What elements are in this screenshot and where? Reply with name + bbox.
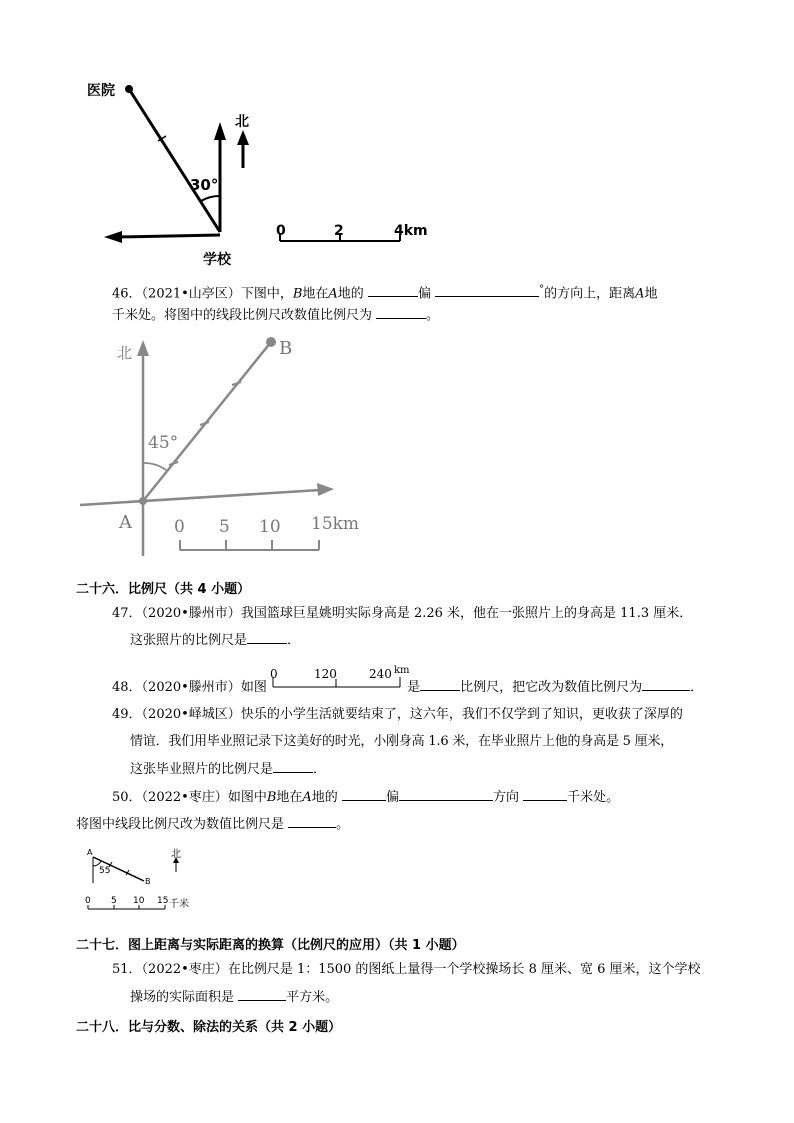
- angle-label-2: 45°: [148, 433, 179, 453]
- scale-tick: 15km: [311, 514, 360, 534]
- point-a-label: A: [119, 512, 132, 533]
- scale-tick-4km: 4km: [394, 223, 428, 239]
- point-b-label: B: [279, 338, 293, 359]
- question-49-line3: 这张毕业照片的比例尺是 ．: [130, 762, 327, 777]
- fig3-north: 北: [171, 849, 181, 860]
- scale-tick-2: 2: [334, 223, 344, 239]
- fig3-scale-tick: 10: [133, 896, 145, 906]
- section-27-heading: 二十七．图上距离与实际距离的换算（比例尺的应用）（共 1 小题）: [76, 938, 465, 953]
- q48-tick-km: km: [394, 665, 410, 676]
- question-49-line2: 情谊．我们用毕业照记录下这美好的时光，小刚身高 1.6 米，在毕业照片上他的身高是 5 厘米，: [130, 734, 674, 749]
- scale-tick: 5: [219, 517, 230, 537]
- question-49-line1: 49．（2020•峄城区）快乐的小学生活就要结束了，这六年，我们不仅学到了知识，更收获了深厚的: [112, 707, 683, 722]
- north-label-2: 北: [117, 344, 133, 362]
- fig3-a-label: A: [87, 848, 93, 857]
- fig3-unit: 千米: [169, 899, 189, 910]
- question-47-line2: 这张照片的比例尺是 ．: [130, 633, 301, 648]
- hospital-label: 医院: [87, 83, 115, 99]
- question-51-line2: 操场的实际面积是 平方米。: [130, 990, 339, 1005]
- school-label: 学校: [203, 252, 231, 268]
- section-26-heading: 二十六．比例尺（共 4 小题）: [76, 582, 251, 597]
- question-51-line1: 51．（2022•枣庄）在比例尺是 1：1500 的图纸上量得一个学校操场长 8 厘米、宽 6 厘米，这个学校: [112, 962, 701, 977]
- question-46-line2: 千米处。将图中的线段比例尺改数值比例尺为 。: [112, 308, 440, 323]
- fig3-scale-tick: 15: [157, 896, 169, 906]
- q48-tick-120: 120: [314, 667, 337, 681]
- fig3-b-label: B: [145, 877, 151, 886]
- q48-tick-0: 0: [270, 667, 278, 681]
- scale-tick: 0: [174, 517, 185, 537]
- answer-blank[interactable]: [238, 988, 286, 1001]
- section-28-heading: 二十八．比与分数、除法的关系（共 2 小题）: [76, 1020, 342, 1035]
- question-48: 48．（2020•滕州市）如图 是 比例尺，把它改为数值比例尺为 ．: [112, 680, 704, 695]
- scale-tick: 10: [259, 517, 281, 537]
- question-47-line1: 47．（2020•滕州市）我国篮球巨星姚明实际身高是 2.26 米，他在一张照片上的身高是 11.3 厘米．: [112, 606, 693, 621]
- q48-tick-240: 240: [369, 667, 392, 681]
- fig3-scale-tick: 0: [85, 896, 91, 906]
- angle-label: 30°: [190, 176, 219, 194]
- fig3-angle: 55: [99, 866, 111, 876]
- question-50-line1: 50．（2022•枣庄）如图中B地在A地的 偏 方向 千米处。: [112, 790, 620, 805]
- north-label: 北: [235, 114, 249, 130]
- scale-tick-0: 0: [276, 223, 286, 239]
- question-46-line1: 46．（2021•山亭区）下图中，B地在A地的 偏 °的方向上，距离A地: [112, 284, 658, 302]
- question-50-line2: 将图中线段比例尺改为数值比例尺是 。: [76, 817, 350, 832]
- fig3-scale-tick: 5: [111, 896, 117, 906]
